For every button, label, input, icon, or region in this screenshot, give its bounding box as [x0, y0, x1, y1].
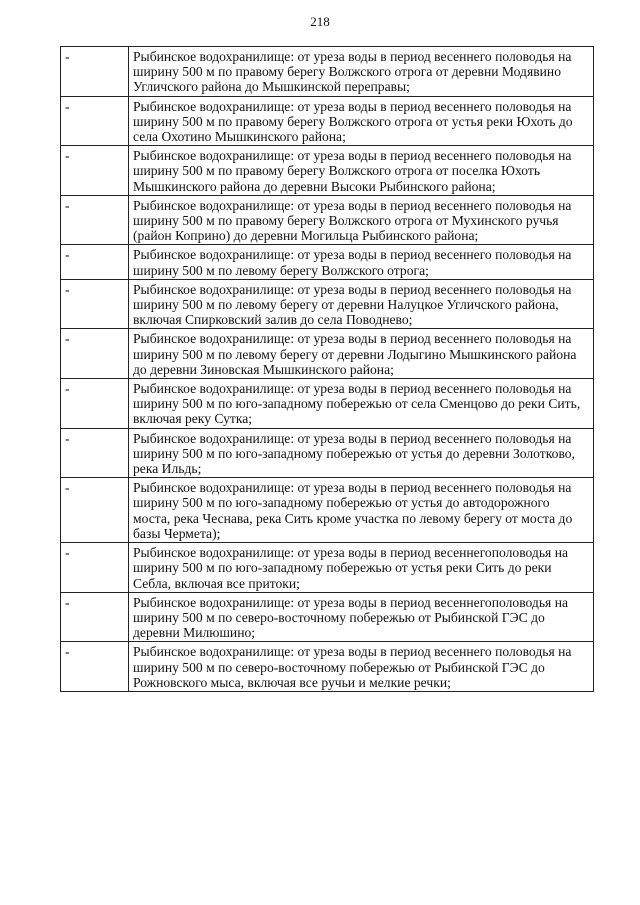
table-row	[61, 195, 594, 245]
table-row	[61, 146, 594, 196]
page-number: 218	[310, 14, 330, 29]
table-row	[61, 279, 594, 329]
table-row	[61, 642, 594, 692]
row-text: Рыбинское водохранилище: от уреза воды в период весеннегополоводья на ширину 500 м по юго-западному побережью от устья реки Сить до реки Себла, включая все притоки;	[129, 543, 594, 593]
table-row	[61, 428, 594, 478]
row-marker: -	[61, 428, 129, 478]
table-row	[61, 543, 594, 593]
row-marker: -	[61, 329, 129, 379]
row-text: Рыбинское водохранилище: от уреза воды в период весеннегополоводья на ширину 500 м по северо-восточному побережью от Рыбинской ГЭС до деревни Милюшино;	[129, 592, 594, 642]
row-text: Рыбинское водохранилище: от уреза воды в период весеннего половодья на ширину 500 м по юго-западному побережью от села Сменцово до реки Сить, включая реку Сутка;	[129, 379, 594, 429]
row-marker: -	[61, 592, 129, 642]
row-marker: -	[61, 543, 129, 593]
table-row	[61, 592, 594, 642]
row-marker: -	[61, 478, 129, 543]
row-text: Рыбинское водохранилище: от уреза воды в период весеннего половодья на ширину 500 м по юго-западному побережью от устья до деревни Золотково, река Ильдь;	[129, 428, 594, 478]
table-row	[61, 245, 594, 279]
row-text: Рыбинское водохранилище: от уреза воды в период весеннего половодья на ширину 500 м по левому берегу от деревни Лодыгино Мышкинского района до деревни Зиновская Мышкинского района;	[129, 329, 594, 379]
table-row	[61, 96, 594, 146]
table-row	[61, 47, 594, 97]
row-marker: -	[61, 279, 129, 329]
row-marker: -	[61, 146, 129, 196]
row-text: Рыбинское водохранилище: от уреза воды в период весеннего половодья на ширину 500 м по правому берегу Волжского отрога от устья реки Юхоть до села Охотино Мышкинского района;	[129, 96, 594, 146]
row-text: Рыбинское водохранилище: от уреза воды в период весеннего половодья на ширину 500 м по северо-восточному побережью от Рыбинской ГЭС до Рожновского мыса, включая все ручьи и мелкие речки;	[129, 642, 594, 692]
table-body	[61, 47, 594, 692]
row-text: Рыбинское водохранилище: от уреза воды в период весеннего половодья на ширину 500 м по правому берегу Волжского отрога от поселка Юхоть Мышкинского района до деревни Высоки Рыбинского района;	[129, 146, 594, 196]
document-table	[60, 46, 594, 692]
table-row	[61, 379, 594, 429]
row-text: Рыбинское водохранилище: от уреза воды в период весеннего половодья на ширину 500 м по правому берегу Волжского отрога от Мухинского ручья (район Коприно) до деревни Могильца Рыбинского района;	[129, 195, 594, 245]
row-marker: -	[61, 47, 129, 97]
row-marker: -	[61, 96, 129, 146]
row-marker: -	[61, 642, 129, 692]
row-text: Рыбинское водохранилище: от уреза воды в период весеннего половодья на ширину 500 м по левому берегу от деревни Налуцкое Угличского района, включая Спирковский залив до села Поводнево;	[129, 279, 594, 329]
row-marker: -	[61, 379, 129, 429]
table-row	[61, 478, 594, 543]
row-marker: -	[61, 245, 129, 279]
table-row	[61, 329, 594, 379]
row-text: Рыбинское водохранилище: от уреза воды в период весеннего половодья на ширину 500 м по правому берегу Волжского отрога от деревни Модявино Угличского района до Мышкинской переправы;	[129, 47, 594, 97]
row-text: Рыбинское водохранилище: от уреза воды в период весеннего половодья на ширину 500 м по левому берегу Волжского отрога;	[129, 245, 594, 279]
row-marker: -	[61, 195, 129, 245]
row-text: Рыбинское водохранилище: от уреза воды в период весеннего половодья на ширину 500 м по юго-западному побережью от устья до автодорожного моста, река Чеснава, река Сить кроме участка по левому берегу от моста до базы Чермета);	[129, 478, 594, 543]
